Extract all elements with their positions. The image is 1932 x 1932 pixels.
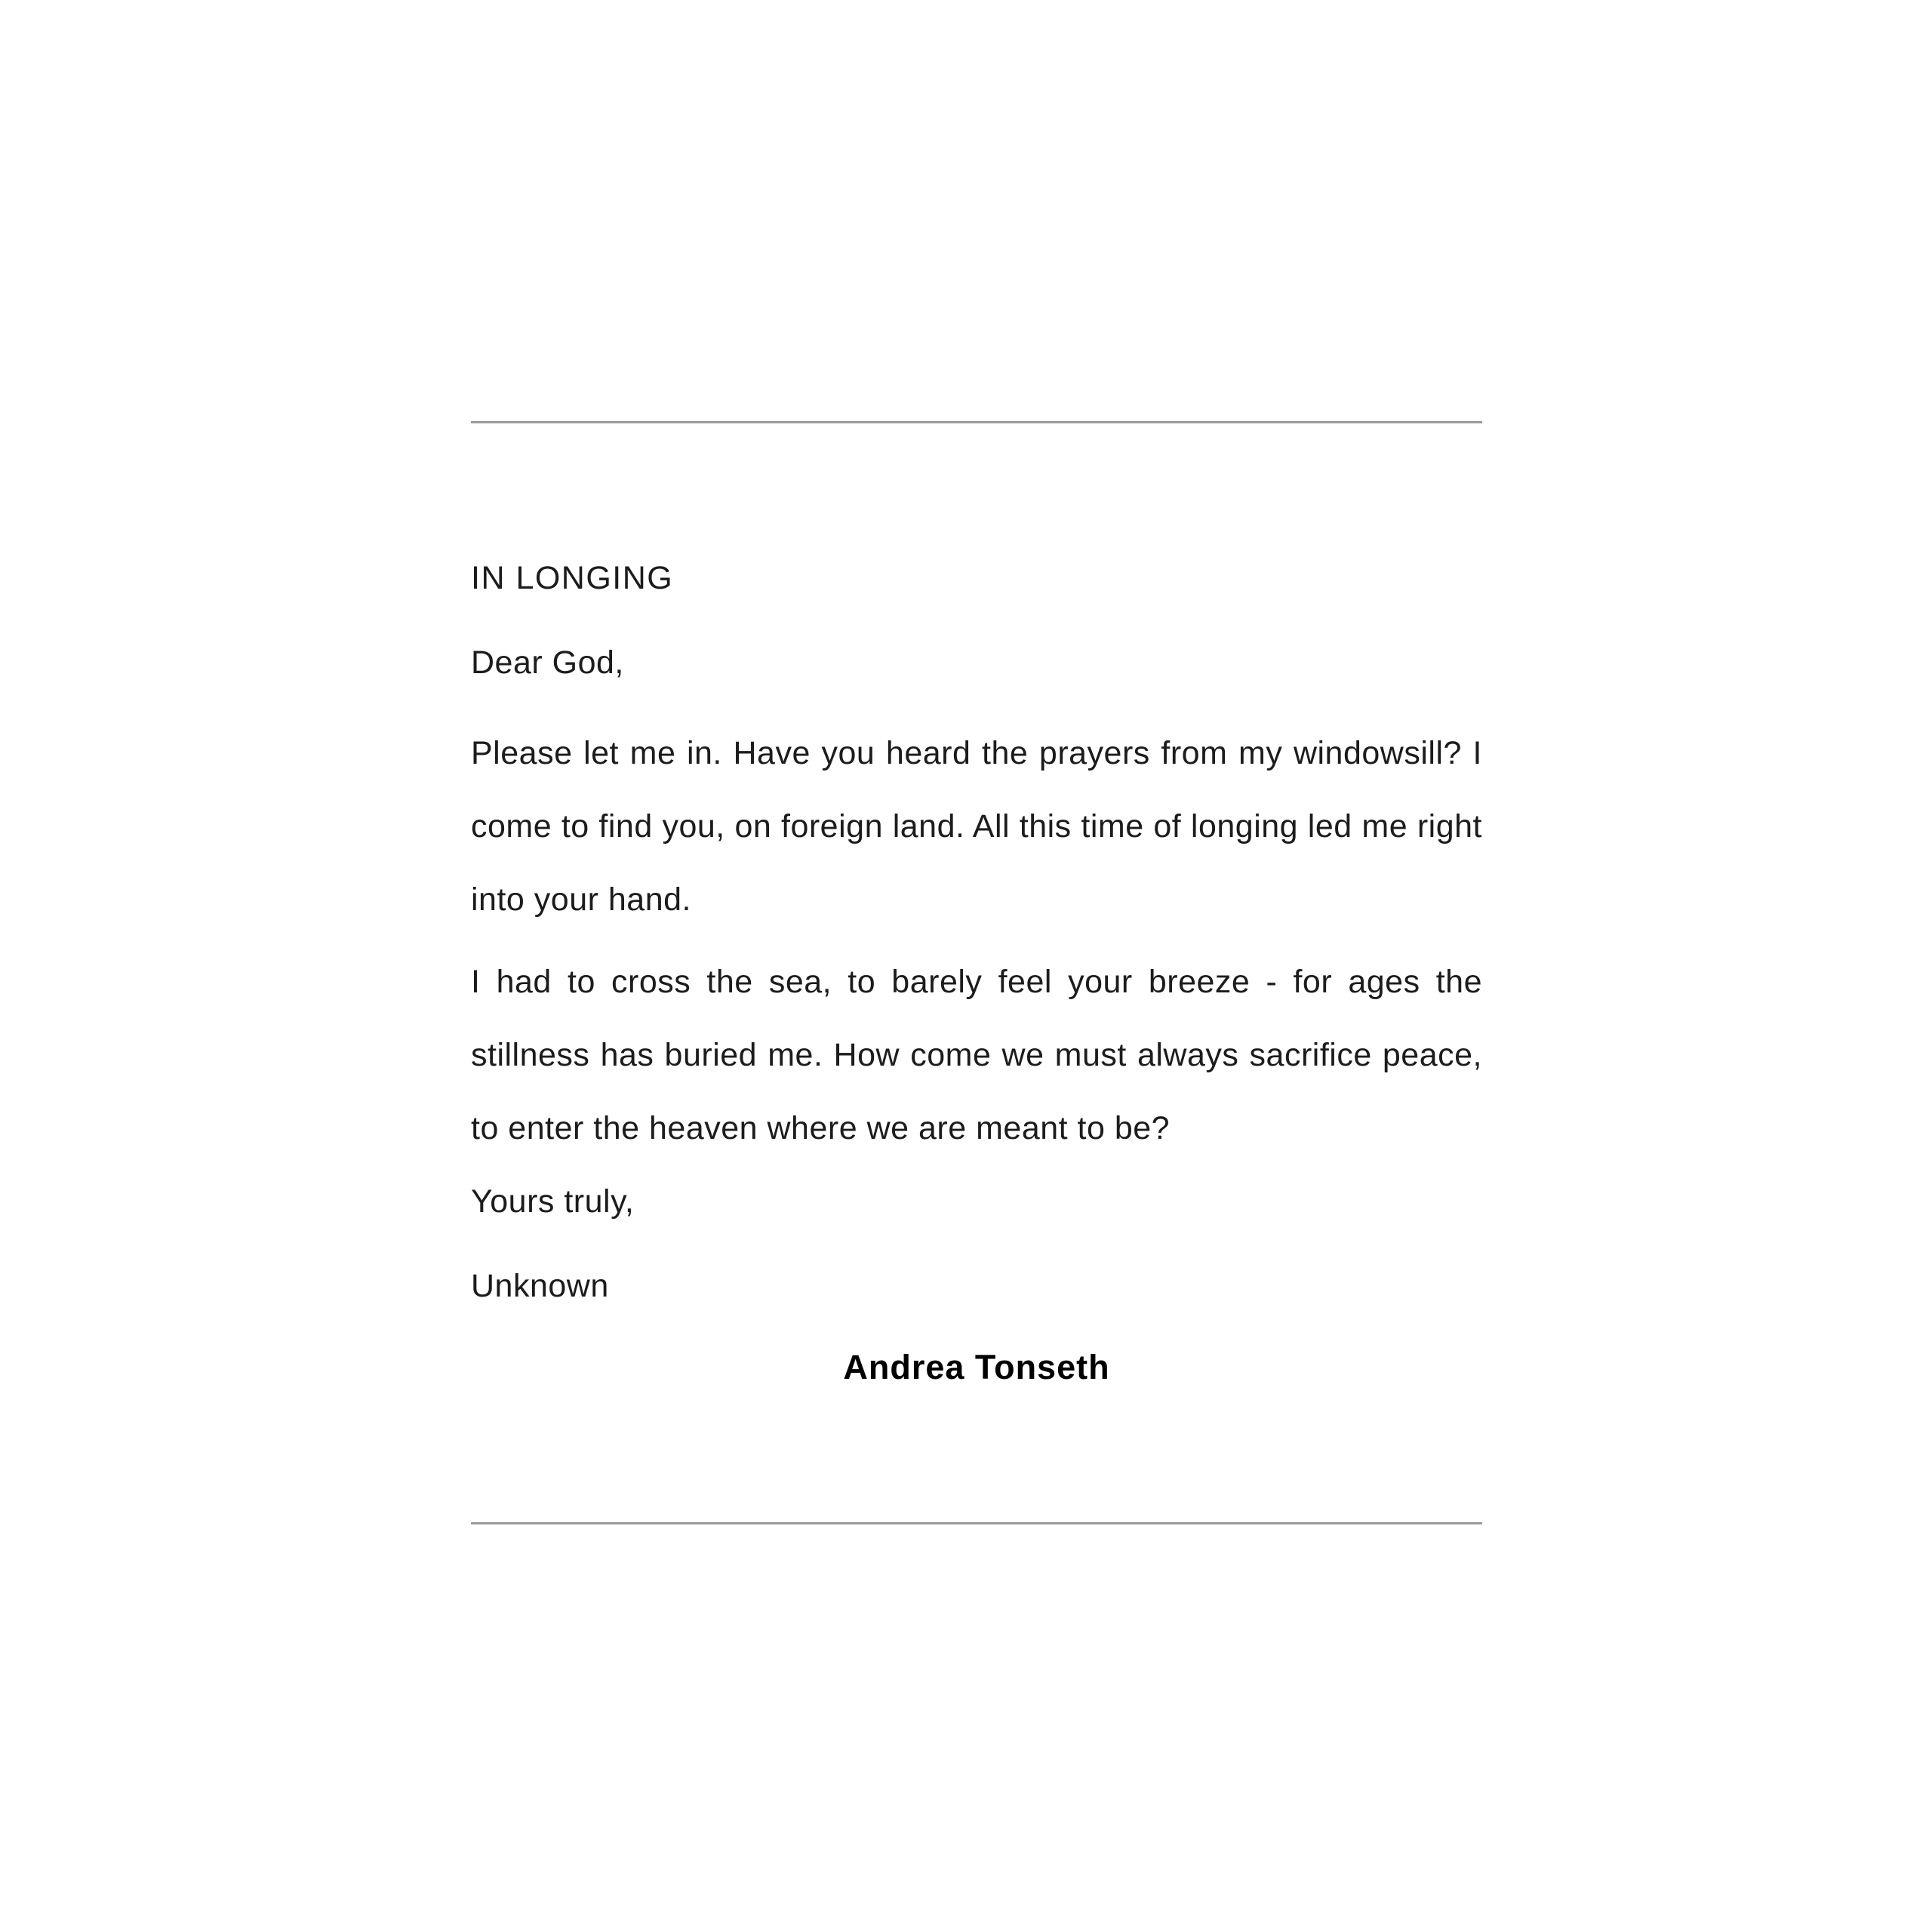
top-divider	[471, 421, 1482, 423]
closing-line: Yours truly,	[471, 1183, 635, 1220]
paragraph-1: Please let me in. Have you heard the prayers from my windowsill? I come to find you, on foreign land. All this time of longing led me right into your hand.	[471, 735, 1482, 918]
salutation: Dear God,	[471, 645, 624, 681]
bottom-divider	[471, 1522, 1482, 1524]
paragraph-2: I had to cross the sea, to barely feel your breeze - for ages the stillness has buried me. How come we must always sacrifice peace, to enter the heaven where we are meant to be?	[471, 964, 1482, 1146]
poem-title: IN LONGING	[471, 560, 674, 596]
signature: Unknown	[471, 1268, 609, 1304]
document-page	[471, 0, 1482, 1932]
author-name: Andrea Tonseth	[843, 1348, 1110, 1386]
poem-content	[471, 551, 1482, 1395]
